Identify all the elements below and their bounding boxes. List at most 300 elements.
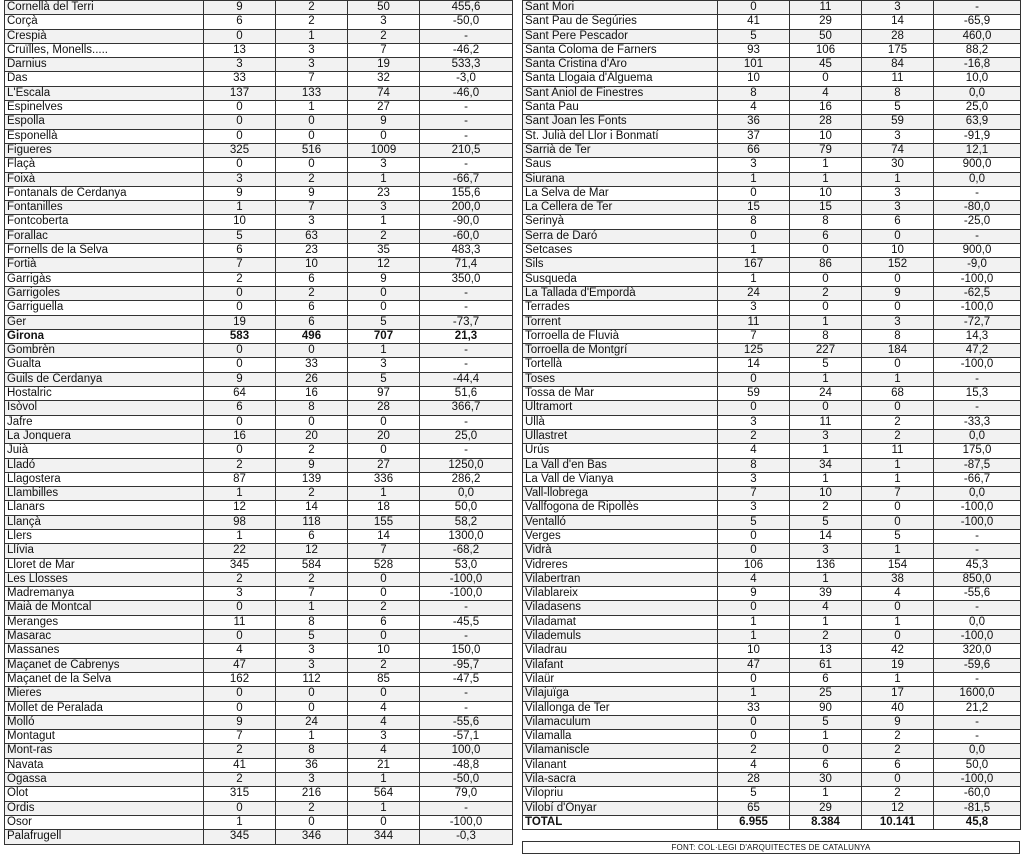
value-cell: 5 [718,515,790,529]
municipality-name-cell: Darnius [5,58,204,72]
municipality-name-cell: Vilablareix [523,587,718,601]
value-cell: -33,3 [934,415,1021,429]
municipality-name-cell: Viladamat [523,615,718,629]
value-cell: 45,8 [934,815,1021,829]
municipality-name-cell: Les Llosses [5,572,204,586]
value-cell: -100,0 [934,630,1021,644]
municipality-name-cell: Fontanilles [5,201,204,215]
value-cell: 1 [204,487,276,501]
municipality-name-cell: La Tallada d'Empordà [523,286,718,300]
value-cell: 0 [790,272,862,286]
value-cell: 0 [790,244,862,258]
value-cell: 286,2 [420,472,513,486]
value-cell: 9 [204,372,276,386]
table-row [5,558,513,572]
table-row [5,429,513,443]
value-cell: 133 [276,86,348,100]
value-cell: -55,6 [934,587,1021,601]
value-cell: 533,3 [420,58,513,72]
value-cell: -59,6 [934,658,1021,672]
value-cell: 0 [862,229,934,243]
municipality-name-cell: Maçanet de la Selva [5,672,204,686]
municipality-name-cell: Fontanals de Cerdanya [5,186,204,200]
value-cell: -100,0 [420,572,513,586]
value-cell: 50 [348,1,420,15]
value-cell: 23 [348,186,420,200]
table-row [523,372,1021,386]
municipality-name-cell: Llers [5,529,204,543]
value-cell: 2 [862,429,934,443]
municipality-name-cell: Lladó [5,458,204,472]
value-cell: 8 [790,329,862,343]
value-cell: 3 [348,201,420,215]
value-cell: -62,5 [934,286,1021,300]
value-cell: - [934,1,1021,15]
value-cell: 5 [790,515,862,529]
value-cell: 23 [276,244,348,258]
value-cell: 2 [718,429,790,443]
value-cell: 155,6 [420,186,513,200]
value-cell: - [420,601,513,615]
value-cell: 1 [204,201,276,215]
value-cell: 30 [790,773,862,787]
value-cell: 1 [790,730,862,744]
municipality-name-cell: Ullà [523,415,718,429]
value-cell: -100,0 [420,587,513,601]
table-row [523,601,1021,615]
table-row [523,358,1021,372]
value-cell: 1 [718,687,790,701]
value-cell: -100,0 [934,358,1021,372]
value-cell: 10 [790,487,862,501]
table-row [5,272,513,286]
municipality-name-cell: Llanars [5,501,204,515]
value-cell: 0 [276,129,348,143]
value-cell: 0 [718,672,790,686]
table-row [5,101,513,115]
table-row [5,515,513,529]
municipality-name-cell: Jafre [5,415,204,429]
value-cell: 9 [204,186,276,200]
value-cell: - [420,701,513,715]
table-row [5,29,513,43]
value-cell: 167 [718,258,790,272]
municipality-name-cell: Sant Pere Pescador [523,29,718,43]
table-row [5,15,513,29]
value-cell: 0,0 [934,429,1021,443]
value-cell: 1 [790,615,862,629]
value-cell: - [420,286,513,300]
value-cell: 19 [204,315,276,329]
value-cell: - [934,544,1021,558]
municipality-name-cell: Llagostera [5,472,204,486]
municipality-name-cell: Viladrau [523,644,718,658]
value-cell: -100,0 [420,815,513,829]
municipality-name-cell: Toses [523,372,718,386]
value-cell: 4 [862,587,934,601]
table-row [5,672,513,686]
value-cell: - [420,687,513,701]
value-cell: 0 [348,444,420,458]
value-cell: 0,0 [934,86,1021,100]
value-cell: 7 [276,201,348,215]
municipality-name-cell: Fontcoberta [5,215,204,229]
value-cell: 8 [790,215,862,229]
value-cell: 20 [276,429,348,443]
value-cell: 18 [348,501,420,515]
value-cell: 8 [718,86,790,100]
value-cell: 1 [348,487,420,501]
value-cell: - [934,715,1021,729]
value-cell: 11 [862,72,934,86]
table-row [5,229,513,243]
table-row [523,301,1021,315]
value-cell: 2 [862,787,934,801]
value-cell: 85 [348,672,420,686]
value-cell: -60,0 [934,787,1021,801]
value-cell: 6 [790,229,862,243]
value-cell: 74 [862,143,934,157]
value-cell: 19 [348,58,420,72]
value-cell: 10 [790,186,862,200]
value-cell: - [420,801,513,815]
value-cell: 12 [204,501,276,515]
value-cell: 2 [276,1,348,15]
value-cell: -57,1 [420,730,513,744]
municipality-name-cell: Santa Pau [523,101,718,115]
table-row [523,29,1021,43]
value-cell: 2 [204,458,276,472]
table-row [5,801,513,815]
municipality-name-cell: La Vall de Vianya [523,472,718,486]
value-cell: 10 [862,244,934,258]
value-cell: -46,0 [420,86,513,100]
value-cell: 7 [276,72,348,86]
value-cell: 150,0 [420,644,513,658]
value-cell: 1 [348,344,420,358]
value-cell: 1 [348,801,420,815]
value-cell: 24 [790,387,862,401]
value-cell: 24 [718,286,790,300]
table-row [5,358,513,372]
table-row [5,372,513,386]
value-cell: 4 [718,758,790,772]
municipality-name-cell: Navata [5,758,204,772]
value-cell: 0 [204,129,276,143]
municipalities-table-left [4,0,513,845]
value-cell: 0 [204,601,276,615]
table-row [523,501,1021,515]
value-cell: 325 [204,143,276,157]
value-cell: 100,0 [420,744,513,758]
municipality-name-cell: Sils [523,258,718,272]
value-cell: - [420,158,513,172]
value-cell: 6 [276,272,348,286]
value-cell: 175 [862,43,934,57]
value-cell: 900,0 [934,158,1021,172]
value-cell: 16 [204,429,276,443]
table-row [523,401,1021,415]
municipality-name-cell: Forallac [5,229,204,243]
value-cell: -66,7 [420,172,513,186]
value-cell: 2 [276,15,348,29]
table-row [523,444,1021,458]
municipality-name-cell: Serinyà [523,215,718,229]
value-cell: 6 [276,529,348,543]
table-row [5,773,513,787]
municipality-name-cell: Verges [523,529,718,543]
table-row [523,415,1021,429]
table-row [5,286,513,300]
municipality-name-cell: Torroella de Montgrí [523,344,718,358]
municipality-name-cell: Madremanya [5,587,204,601]
value-cell: 16 [790,101,862,115]
table-row [523,244,1021,258]
value-cell: -48,8 [420,758,513,772]
municipality-name-cell: Esponellà [5,129,204,143]
value-cell: 0 [204,701,276,715]
value-cell: 9 [204,1,276,15]
value-cell: 10 [718,72,790,86]
table-row [5,715,513,729]
municipality-name-cell: Olot [5,787,204,801]
value-cell: 345 [204,830,276,844]
value-cell: 0 [348,815,420,829]
value-cell: 0 [204,801,276,815]
value-cell: 0 [348,129,420,143]
value-cell: 0 [718,730,790,744]
value-cell: 1 [790,572,862,586]
value-cell: 0 [204,630,276,644]
value-cell: - [934,401,1021,415]
value-cell: -95,7 [420,658,513,672]
value-cell: 0 [204,687,276,701]
value-cell: 0 [276,701,348,715]
value-cell: - [420,444,513,458]
municipality-name-cell: Terrades [523,301,718,315]
value-cell: 58,2 [420,515,513,529]
value-cell: 0 [862,272,934,286]
table-row [5,615,513,629]
table-row [523,630,1021,644]
value-cell: 2 [718,744,790,758]
municipality-name-cell: Das [5,72,204,86]
value-cell: 2 [204,744,276,758]
value-cell: 7 [862,487,934,501]
value-cell: 2 [276,286,348,300]
value-cell: 8 [276,615,348,629]
table-row [523,286,1021,300]
value-cell: 125 [718,344,790,358]
value-cell: 0 [276,687,348,701]
value-cell: 3 [348,358,420,372]
municipality-name-cell: Masarac [5,630,204,644]
value-cell: 2 [276,172,348,186]
municipality-name-cell: TOTAL [523,815,718,829]
table-row [523,329,1021,343]
municipality-name-cell: Espinelves [5,101,204,115]
value-cell: 3 [862,315,934,329]
municipality-name-cell: Garrigàs [5,272,204,286]
value-cell: - [934,372,1021,386]
value-cell: 0 [790,401,862,415]
value-cell: 26 [276,372,348,386]
value-cell: 25 [790,687,862,701]
value-cell: 32 [348,72,420,86]
value-cell: 0 [204,286,276,300]
value-cell: 1 [204,815,276,829]
table-row [523,701,1021,715]
value-cell: -65,9 [934,15,1021,29]
value-cell: 162 [204,672,276,686]
value-cell: 3 [718,158,790,172]
value-cell: 9 [276,458,348,472]
value-cell: 86 [790,258,862,272]
municipality-name-cell: Lloret de Mar [5,558,204,572]
municipality-name-cell: Mieres [5,687,204,701]
table-row [5,444,513,458]
table-row [5,86,513,100]
municipality-name-cell: Vallfogona de Ripollès [523,501,718,515]
value-cell: 4 [348,744,420,758]
value-cell: 45 [790,58,862,72]
value-cell: 74 [348,86,420,100]
value-cell: 4 [790,86,862,100]
value-cell: - [934,529,1021,543]
value-cell: 2 [790,501,862,515]
value-cell: 27 [348,458,420,472]
municipality-name-cell: Torrent [523,315,718,329]
value-cell: 12,1 [934,143,1021,157]
municipality-name-cell: Vilallonga de Ter [523,701,718,715]
value-cell: 0 [862,301,934,315]
value-cell: - [420,630,513,644]
value-cell: 11 [204,615,276,629]
table-row [5,201,513,215]
value-cell: -91,9 [934,129,1021,143]
value-cell: 93 [718,43,790,57]
value-cell: 9 [276,186,348,200]
table-row [5,115,513,129]
table-row [523,644,1021,658]
table-row [523,672,1021,686]
table-row [523,186,1021,200]
value-cell: 36 [718,115,790,129]
value-cell: -68,2 [420,544,513,558]
table-row [523,587,1021,601]
value-cell: 37 [718,129,790,143]
value-cell: 2 [862,744,934,758]
value-cell: 3 [718,501,790,515]
value-cell: 6 [204,15,276,29]
value-cell: 3 [276,644,348,658]
value-cell: 59 [718,387,790,401]
table-row [523,387,1021,401]
value-cell: 2 [276,444,348,458]
value-cell: 2 [862,730,934,744]
table-row [523,487,1021,501]
value-cell: 27 [348,101,420,115]
value-cell: 65 [718,801,790,815]
value-cell: 0,0 [934,615,1021,629]
value-cell: 0 [276,115,348,129]
value-cell: 496 [276,329,348,343]
value-cell: - [420,129,513,143]
value-cell: 28 [718,773,790,787]
municipality-name-cell: St. Julià del Llor i Bonmatí [523,129,718,143]
value-cell: 88,2 [934,43,1021,57]
value-cell: 2 [276,487,348,501]
municipality-name-cell: Ogassa [5,773,204,787]
municipality-name-cell: Mollet de Peralada [5,701,204,715]
value-cell: 11 [790,1,862,15]
value-cell: 90 [790,701,862,715]
value-cell: - [420,344,513,358]
table-row [5,172,513,186]
municipality-name-cell: Santa Cristina d'Aro [523,58,718,72]
municipality-name-cell: Vilafant [523,658,718,672]
value-cell: 6 [862,215,934,229]
value-cell: 6.955 [718,815,790,829]
value-cell: 0 [718,601,790,615]
value-cell: 6 [862,758,934,772]
table-row [523,744,1021,758]
value-cell: 61 [790,658,862,672]
value-cell: - [934,229,1021,243]
value-cell: 483,3 [420,244,513,258]
value-cell: 11 [790,415,862,429]
value-cell: 7 [718,329,790,343]
municipality-name-cell: Ger [5,315,204,329]
value-cell: 68 [862,387,934,401]
value-cell: 63 [276,229,348,243]
value-cell: -87,5 [934,458,1021,472]
municipality-name-cell: Meranges [5,615,204,629]
table-row [5,215,513,229]
value-cell: 0 [718,1,790,15]
value-cell: 9 [862,286,934,300]
value-cell: 5 [348,372,420,386]
value-cell: 29 [790,801,862,815]
value-cell: -16,8 [934,58,1021,72]
value-cell: 4 [348,715,420,729]
municipality-name-cell: Massanes [5,644,204,658]
value-cell: 336 [348,472,420,486]
value-cell: 155 [348,515,420,529]
value-cell: 1 [862,544,934,558]
value-cell: 12 [276,544,348,558]
value-cell: 8 [718,458,790,472]
table-row [5,415,513,429]
value-cell: 53,0 [420,558,513,572]
table-row [523,58,1021,72]
table-row [5,644,513,658]
value-cell: 3 [348,158,420,172]
value-cell: 112 [276,672,348,686]
value-cell: 45,3 [934,558,1021,572]
municipality-name-cell: Cornellà del Terri [5,1,204,15]
table-row [5,43,513,57]
value-cell: -44,4 [420,372,513,386]
value-cell: 0 [348,286,420,300]
table-row [5,472,513,486]
value-cell: 11 [862,444,934,458]
value-cell: 50 [790,29,862,43]
municipality-name-cell: Vilobí d'Onyar [523,801,718,815]
value-cell: -50,0 [420,773,513,787]
table-row [523,72,1021,86]
value-cell: 6 [790,758,862,772]
